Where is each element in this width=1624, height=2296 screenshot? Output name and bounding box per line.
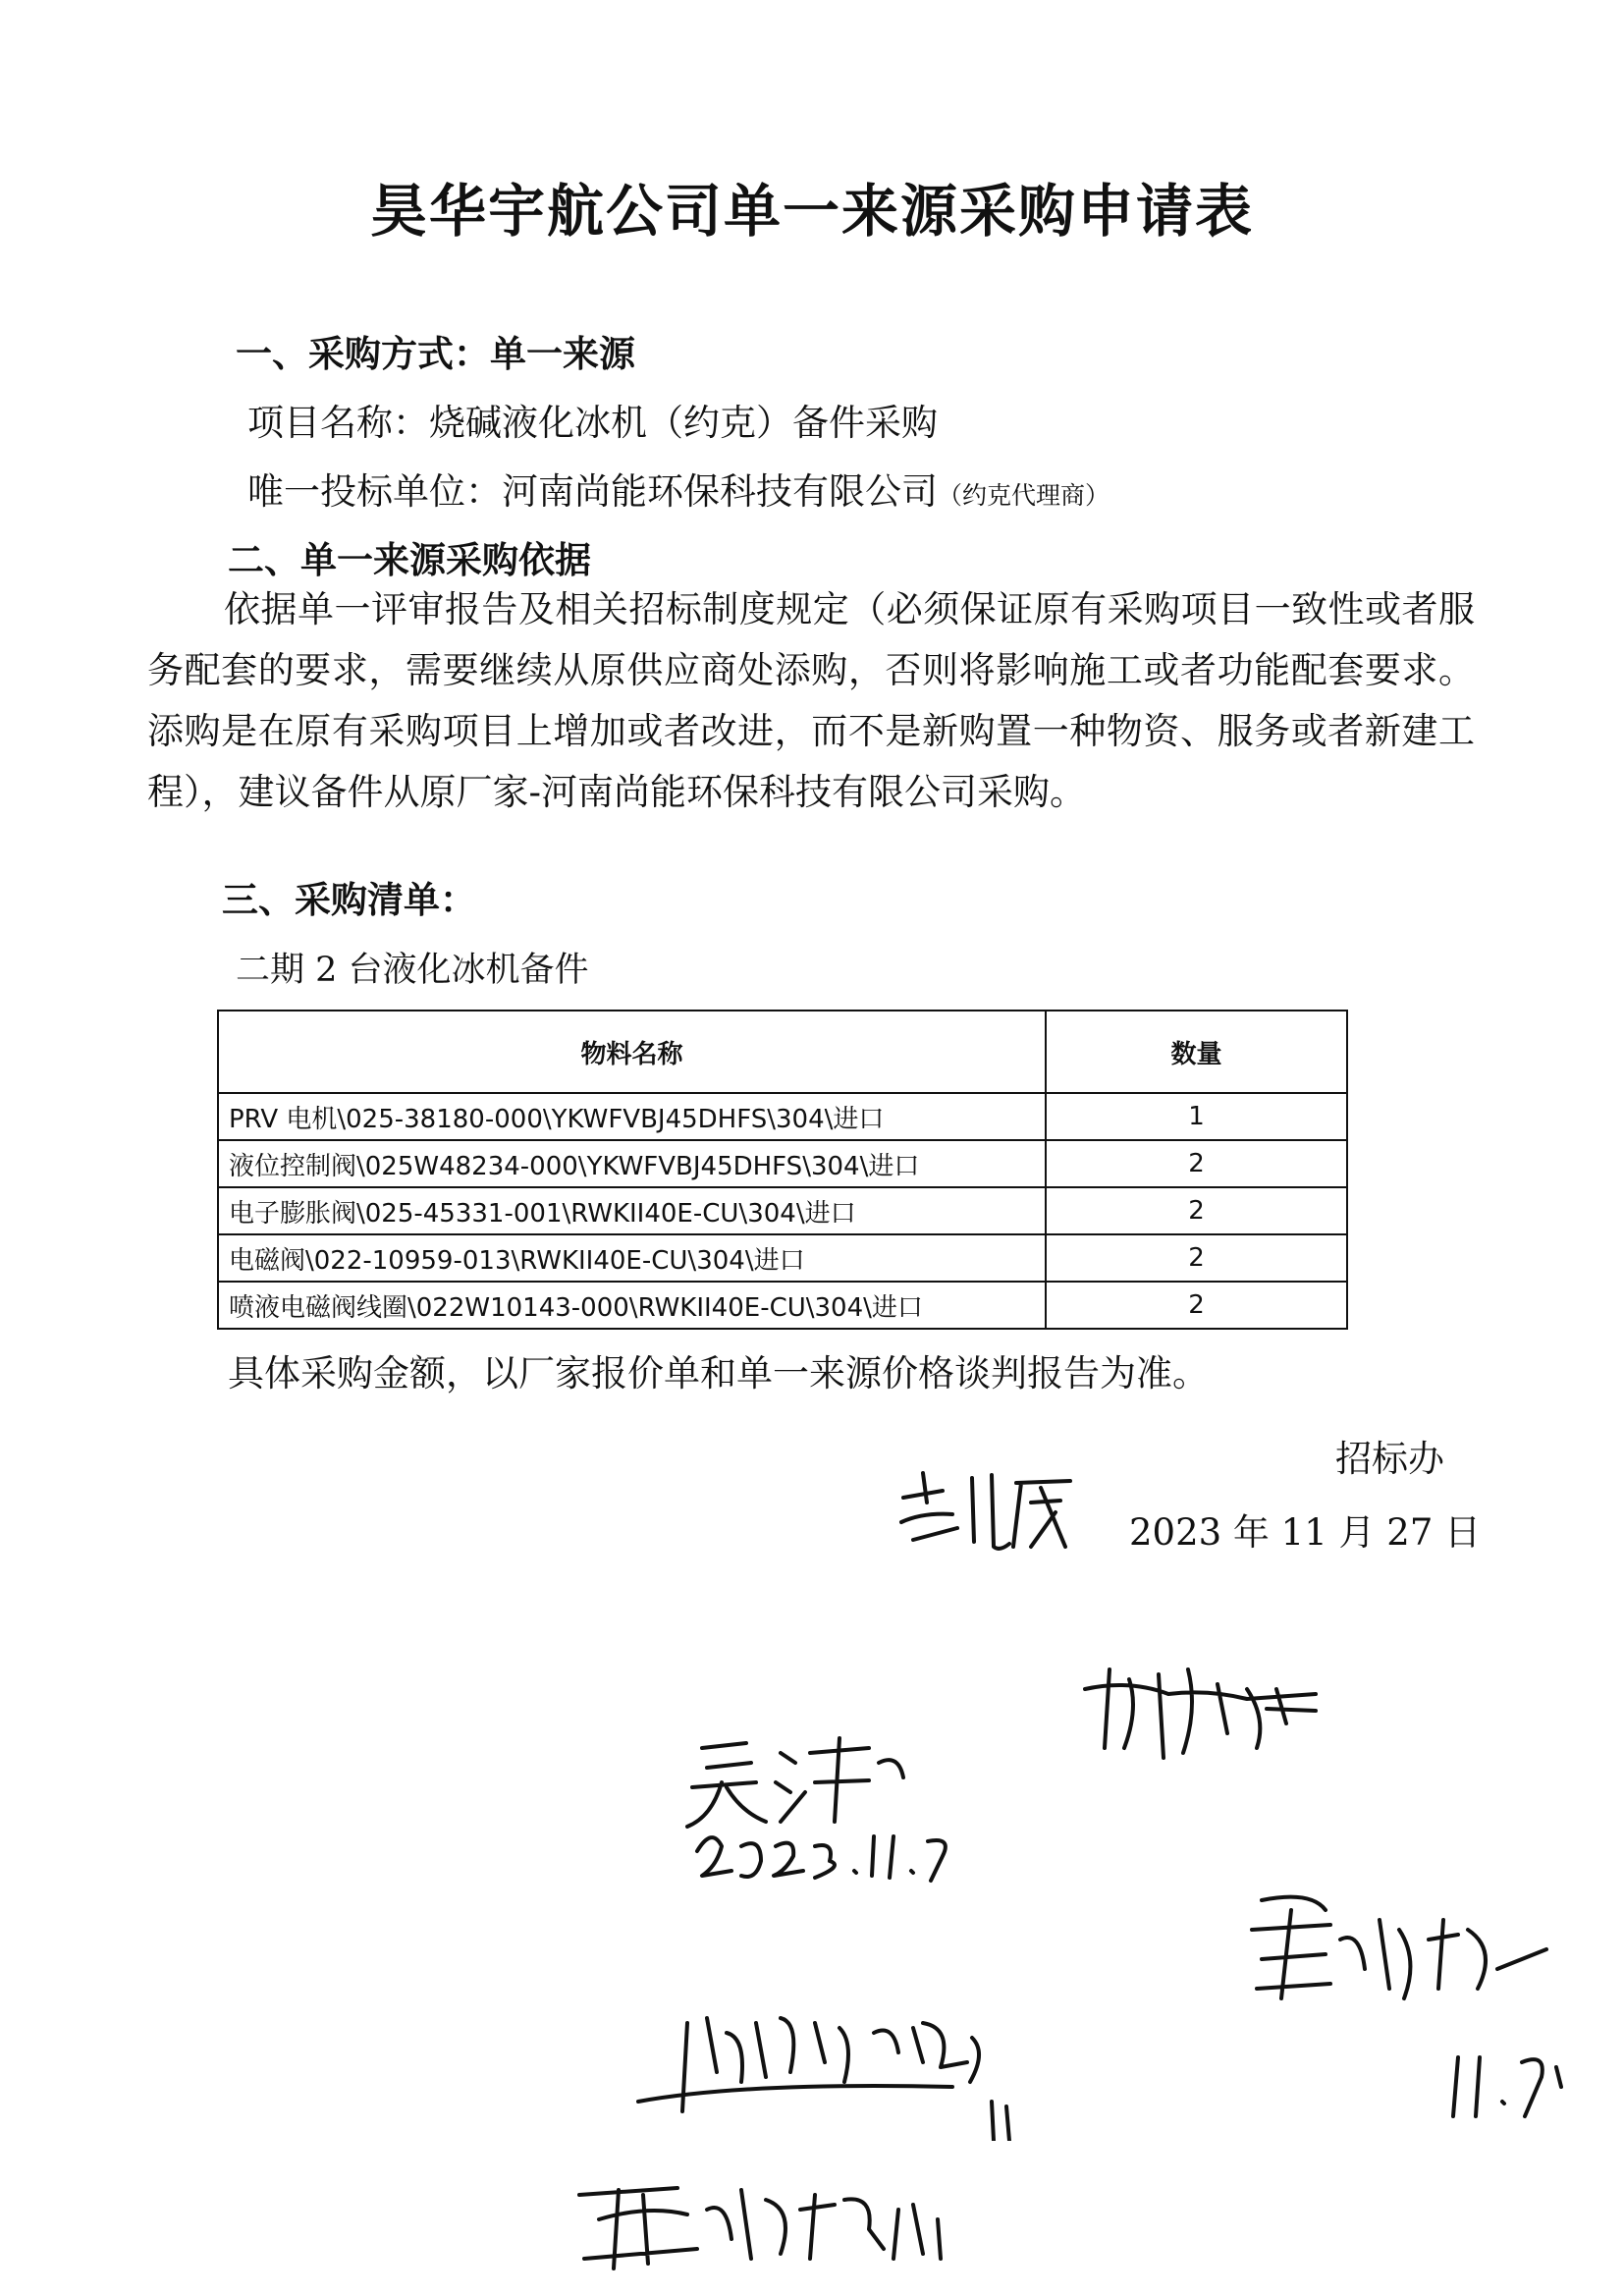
table-row (218, 1093, 1347, 1140)
section2-body: 依据单一评审报告及相关招标制度规定（必须保证原有采购项目一致性或者服务配套的要求，需要继续从原供应商处添购，否则将影响施工或者功能配套要求。添购是在原有采购项目上增加或者改进，而不是新购置一种物资、服务或者新建工程），建议备件从原厂家-河南尚能环保科技有限公司采购。 (147, 588, 1475, 813)
quantity-cell: 2 (1046, 1282, 1347, 1329)
material-name-cell: 电子膨胀阀\025-45331-001\RWKII40E-CU\304\进口 (218, 1187, 1046, 1234)
project-row (247, 393, 938, 446)
section3-heading: 三、采购清单： (222, 878, 476, 921)
table-header-row (218, 1011, 1347, 1093)
material-name-cell: 喷液电磁阀线圈\022W10143-000\RWKII40E-CU\304\进口 (218, 1282, 1046, 1329)
bidder-name: 河南尚能环保科技有限公司 (502, 470, 938, 513)
signature-wu-jie-date (687, 1807, 972, 1886)
table-row (218, 1140, 1347, 1187)
signature-bottom (560, 2151, 982, 2288)
signature-liu-wei (884, 1453, 1080, 1561)
project-name: 烧碱液化冰机（约克）备件采购 (429, 402, 938, 444)
material-name-cell: 液位控制阀\025W48234-000\YKWFVBJ45DHFS\304\进口 (218, 1140, 1046, 1187)
signature-right (1232, 1881, 1596, 2136)
quantity-cell: 2 (1046, 1187, 1347, 1234)
purchase-table (217, 1010, 1348, 1330)
department-name: 招标办 (1335, 1438, 1444, 1480)
signature-top-right (1070, 1650, 1335, 1768)
bidder-label: 唯一投标单位： (247, 470, 502, 513)
signature-middle (628, 1984, 1080, 2141)
header-quantity: 数量 (1046, 1011, 1347, 1093)
bidder-note: （约克代理商） (938, 481, 1110, 510)
project-label: 项目名称： (247, 402, 429, 444)
quantity-cell: 2 (1046, 1234, 1347, 1282)
document-date: 2023 年 11 月 27 日 (1129, 1511, 1482, 1554)
purchase-list-subheading: 二期 2 台液化冰机备件 (236, 951, 589, 990)
bidder-row (247, 462, 1110, 515)
table-row (218, 1187, 1347, 1234)
amount-note: 具体采购金额，以厂家报价单和单一来源价格谈判报告为准。 (228, 1352, 1209, 1394)
material-name-cell: PRV 电机\025-38180-000\YKWFVBJ45DHFS\304\进口 (218, 1093, 1046, 1140)
quantity-cell: 2 (1046, 1140, 1347, 1187)
quantity-cell: 1 (1046, 1093, 1347, 1140)
section1-heading: 一、采购方式：单一来源 (236, 332, 635, 375)
document-title: 昊华宇航公司单一来源采购申请表 (369, 178, 1254, 245)
header-material-name: 物料名称 (218, 1011, 1046, 1093)
material-name-cell: 电磁阀\022-10959-013\RWKII40E-CU\304\进口 (218, 1234, 1046, 1282)
section2-heading: 二、单一来源采购依据 (228, 538, 591, 581)
table-row (218, 1234, 1347, 1282)
table-row (218, 1282, 1347, 1329)
